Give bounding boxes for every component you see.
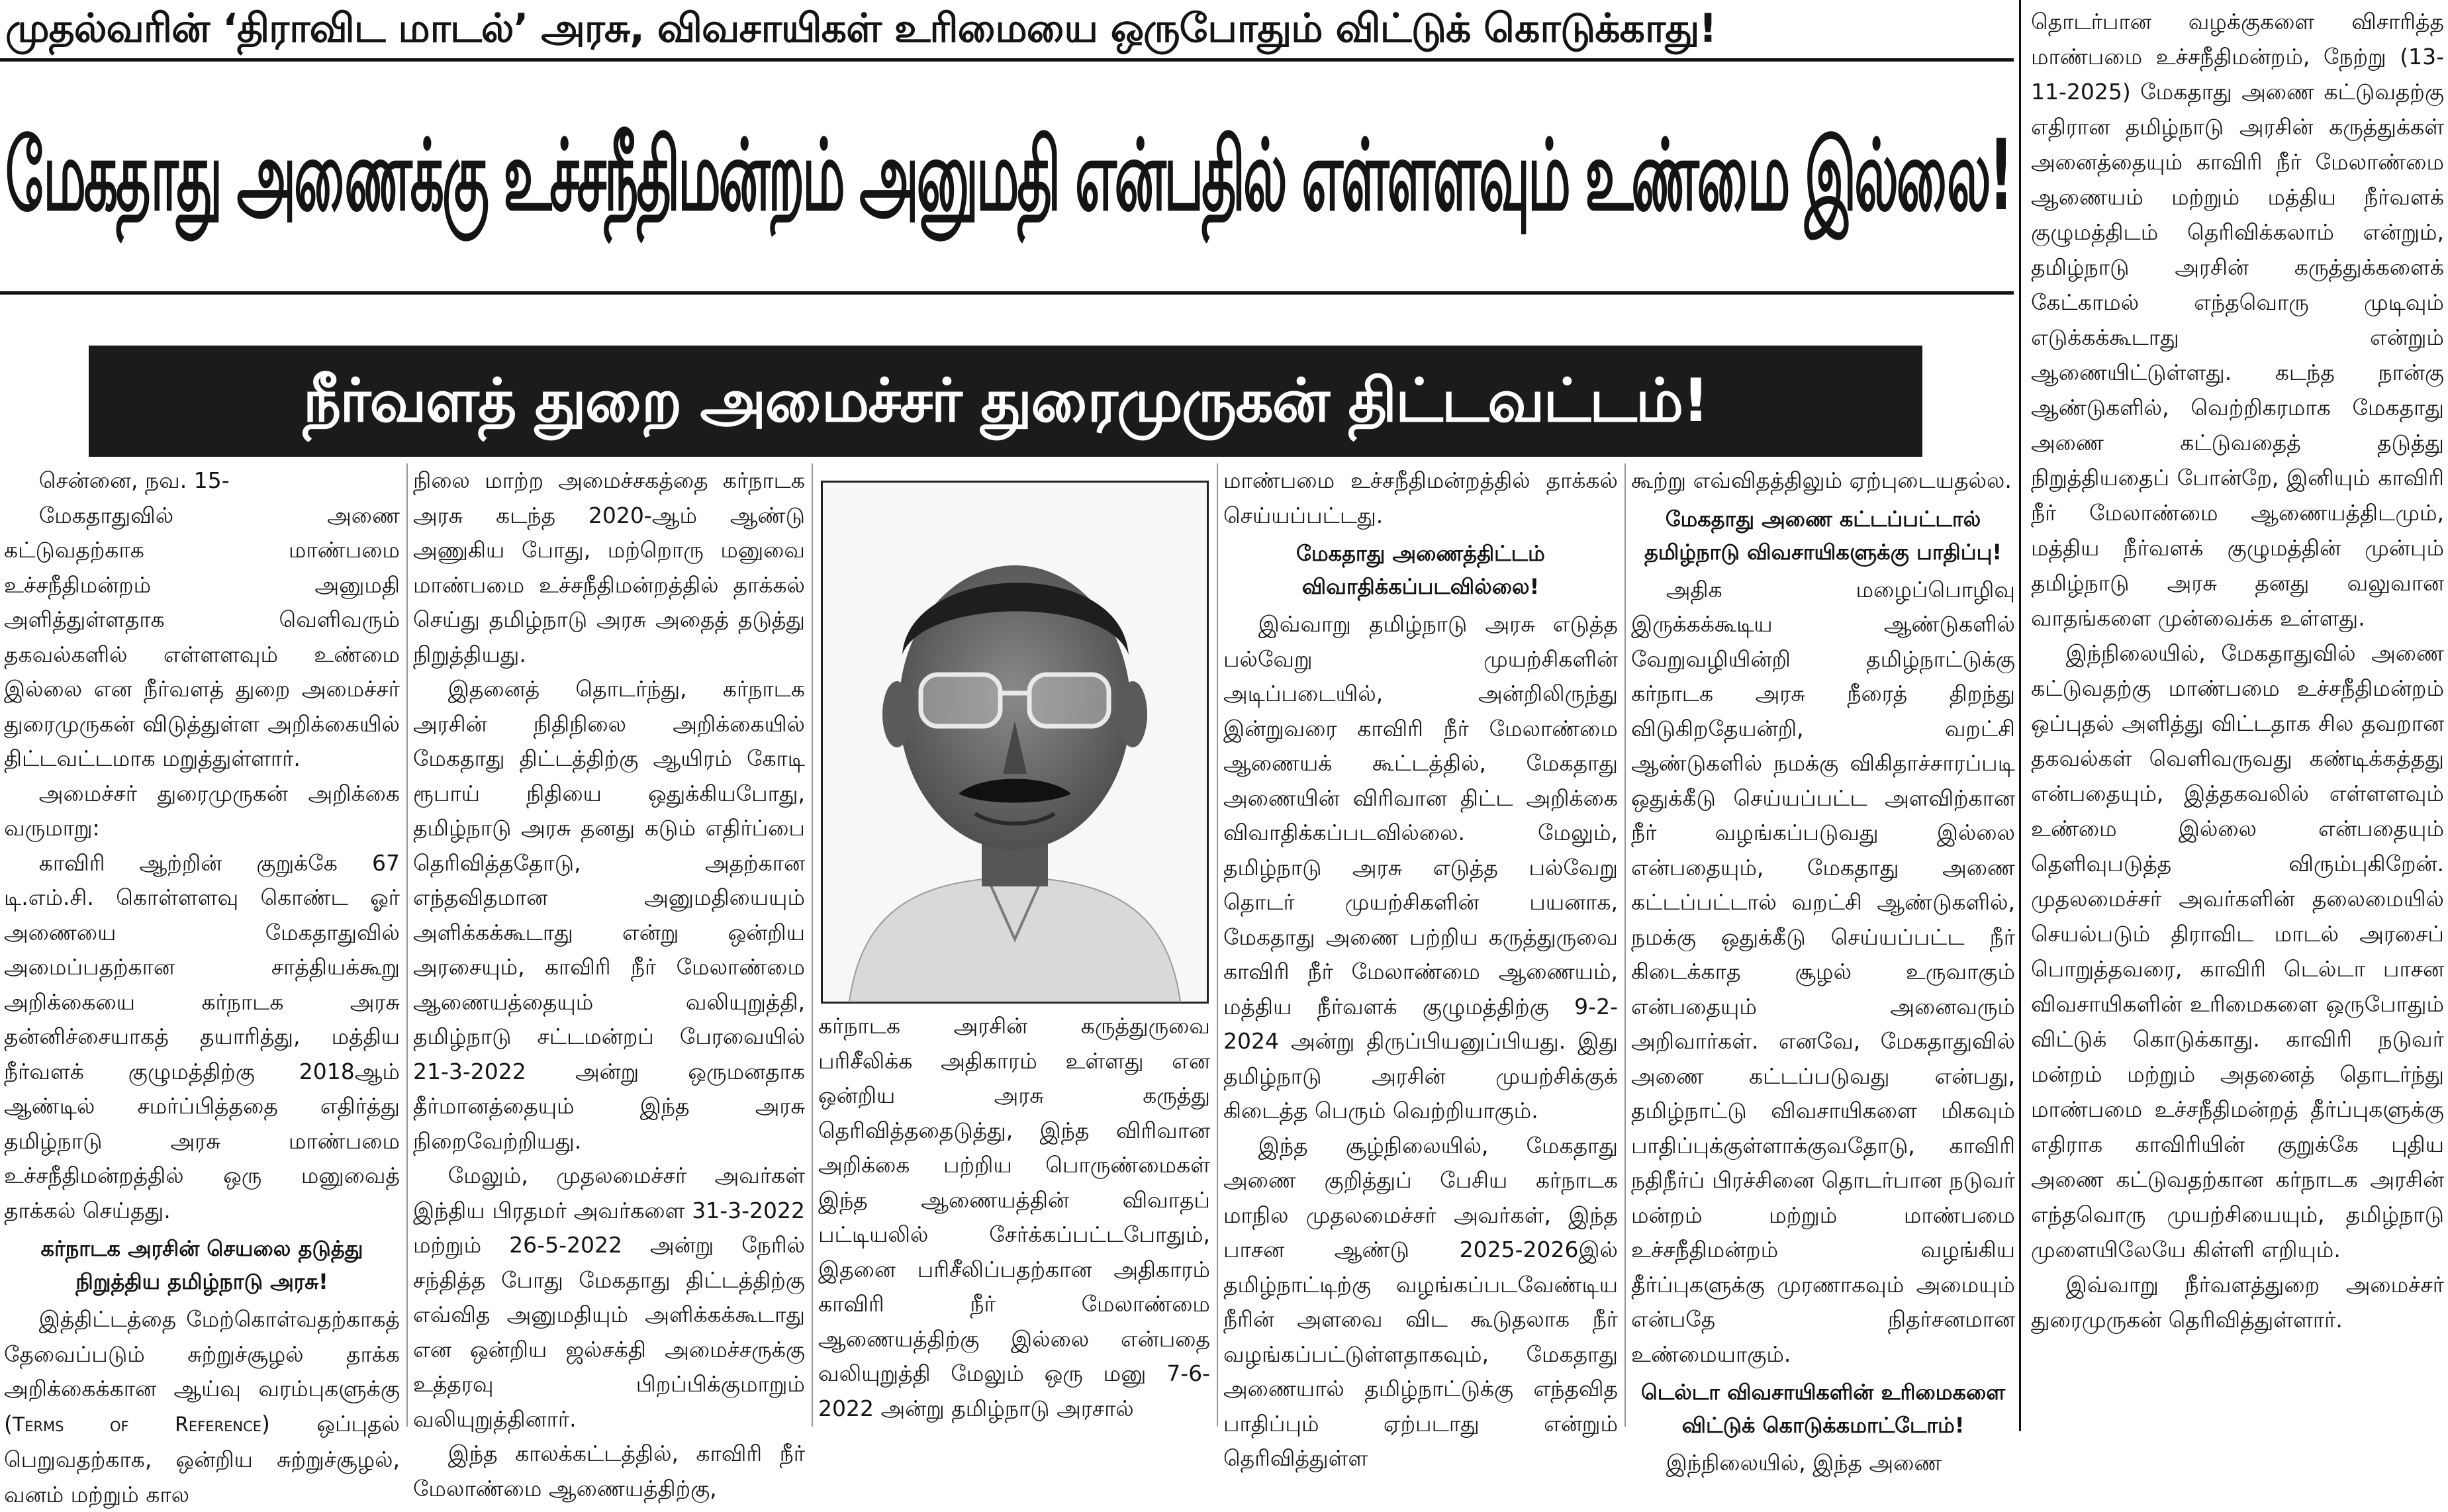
right-ear [1118, 681, 1147, 747]
supertitle: முதல்வரின் ‘திராவிட மாடல்’ அரசு, விவசாயிகள் உரிமையை ஒருபோதும் விட்டுக் கொடுக்காது! [5, 5, 1717, 52]
text-run: Terms of Reference [12, 1413, 262, 1437]
column-5 [1631, 463, 2015, 1476]
column-divider [1217, 463, 1218, 1427]
paragraph: கூற்று எவ்விதத்திலும் ஏற்புடையதல்ல. [1631, 467, 2012, 493]
paragraph: மேலும், முதலமைச்சர் அவர்கள் இந்திய பிரதமர் அவர்களை 31-3-2022 மற்றும் 26-5-2022 அன்று நேரில் சந்தித்த போது மேகதாது திட்டத்திற்கு எவ்வித அனுமதியும் அளிக்கக்கூடாது என ஒன்றிய ஜல்சக்தி அமைச்சருக்கு உத்தரவு பிறப்பிக்குமாறும் வலியுறுத்தினார். [413, 1162, 805, 1432]
subheading: டெல்டா விவசாயிகளின் உரிமைகளை விட்டுக் கொடுக்கமாட்டோம்! [1640, 1380, 2006, 1438]
column-divider [1624, 463, 1626, 1427]
column-right [2031, 4, 2444, 1427]
paragraph: தொடர்பான வழக்குகளை விசாரித்த மாண்பமை உச்சநீதிமன்றம், நேற்று (13-11-2025) மேகதாது அணை கட்டுவதற்கு எதிரான தமிழ்நாடு அரசின் கருத்துக்கள் அனைத்தையும் காவிரி நீர் மேலாண்மை ஆணையம் மற்றும் மத்திய நீர்வளக் குழுமத்திடம் தெரிவிக்கலாம் என்றும், தமிழ்நாடு அரசின் கருத்துக்களைக் கேட்காமல் எந்தவொரு முடிவும் எடுக்கக்கூடாது என்றும் ஆணையிட்டுள்ளது. கடந்த நான்கு ஆண்டுகளில், வெற்றிகரமாக மேகதாது அணை கட்டுவதைத் தடுத்து நிறுத்தியதைப் போன்றே, இனியும் காவிரி நீர் மேலாண்மை ஆணையத்திடமும், மத்திய நீர்வளக் குழுமத்தின் முன்பும் தமிழ்நாடு அரசு தனது வலுவான வாதங்களை முன்வைக்க உள்ளது. [2031, 9, 2444, 631]
paragraph: காவிரி ஆற்றின் குறுக்கே 67 டி.எம்.சி. கொள்ளளவு கொண்ட ஓர் அணையை மேகதாதுவில் அமைப்பதற்கான சாத்தியக்கூறு அறிக்கையை கர்நாடக அரசு தன்னிச்சையாகத் தயாரித்து, மத்திய நீர்வளக் குழுமத்திற்கு 2018ஆம் ஆண்டில் சமர்ப்பித்ததை எதிர்த்து தமிழ்நாடு அரசு மாண்பமை உச்சநீதிமன்றத்தில் ஒரு மனுவைத் தாக்கல் செய்தது. [4, 849, 400, 1223]
paragraph: இந்த காலக்கட்டத்தில், காவிரி நீர் மேலாண்மை ஆணையத்திற்கு, [413, 1441, 805, 1501]
paragraph: இவ்வாறு நீர்வளத்துறை அமைச்சர் துரைமுருகன் தெரிவித்துள்ளார். [2031, 1272, 2444, 1333]
divider [0, 58, 2014, 62]
text-run: ) ஒப்புதல் பெறுவதற்காக, ஒன்றிய சுற்றுச்சூழல், வனம் மற்றும் கால [4, 1410, 400, 1507]
glasses-left-lens [921, 675, 1000, 726]
paragraph: மேகதாதுவில் அணை கட்டுவதற்காக மாண்பமை உச்சநீதிமன்றம் அனுமதி அளித்துள்ளதாக வெளிவரும் தகவல்களில் எள்ளளவும் உண்மை இல்லை என நீர்வளத் துறை அமைச்சர் துரைமுருகன் விடுத்துள்ள அறிக்கையில் திட்டவட்டமாக மறுத்துள்ளார். [4, 502, 400, 771]
column-4 [1223, 463, 1618, 1471]
column-1 [4, 463, 400, 1507]
column-divider [812, 463, 813, 1427]
left-ear [882, 681, 912, 747]
paragraph: இந்நிலையில், மேகதாதுவில் அணை கட்டுவதற்கு மாண்பமை உச்சநீதிமன்றம் ஒப்புதல் அளித்து விட்டதாக சில தவறான தகவல்கள் வெளிவருவது கண்டிக்கத்தது என்பதையும், இத்தகவலில் எள்ளளவும் உண்மை இல்லை என்பதையும் தெளிவுபடுத்த விரும்புகிறேன். முதலமைச்சர் அவர்களின் தலைமையில் செயல்படும் திராவிட மாடல் அரசைப் பொறுத்தவரை, காவிரி டெல்டா பாசன விவசாயிகளின் உரிமைகளை ஒருபோதும் விட்டுக் கொடுக்காது. காவிரி நடுவர் மன்றம் மற்றும் அதனைத் தொடர்ந்து மாண்பமை உச்சநீதிமன்றத் தீர்ப்புகளுக்கு எதிராக காவிரியின் குறுக்கே புதிய அணை கட்டுவதற்கான கர்நாடக அரசின் எந்தவொரு முயற்சியையும், தமிழ்நாடு முளையிலேயே கிள்ளி எறியும். [2031, 640, 2444, 1262]
paragraph: அமைச்சர் துரைமுருகன் அறிக்கை வருமாறு: [4, 780, 400, 841]
column-divider [406, 463, 408, 1427]
paragraph: நிலை மாற்ற அமைச்சகத்தை கர்நாடக அரசு கடந்த 2020-ஆம் ஆண்டு அணுகிய போது, மற்றொரு மனுவை மாண்பமை உச்சநீதிமன்றத்தில் தாக்கல் செய்து தமிழ்நாடு அரசு அதைத் தடுத்து நிறுத்தியது. [413, 467, 805, 667]
paragraph [4, 1302, 400, 1512]
subheading: மேகதாது அணை கட்டப்பட்டால் தமிழ்நாடு விவசாயிகளுக்கு பாதிப்பு! [1644, 506, 2002, 565]
paragraph: இந்நிலையில், இந்த அணை [1666, 1450, 1942, 1476]
paragraph: கர்நாடக அரசின் கருத்துருவை பரிசீலிக்க அதிகாரம் உள்ளது என ஒன்றிய அரசு கருத்து தெரிவித்ததைடுத்து, இந்த விரிவான அறிக்கை பற்றிய பொருண்மைகள் இந்த ஆணையத்தின் விவாதப் பட்டியலில் சேர்க்கப்பட்டபோதும், இதனை பரிசீலிப்பதற்கான அதிகாரம் காவிரி நீர் மேலாண்மை ஆணையத்திற்கு இல்லை என்பதை வலியுறுத்தி மேலும் ஒரு மனு 7-6-2022 அன்று தமிழ்நாடு அரசால் [818, 1013, 1210, 1421]
dateline: சென்னை, நவ. 15- [38, 467, 230, 493]
subheading: கர்நாடக அரசின் செயலை தடுத்து நிறுத்திய தமிழ்நாடு அரசு! [40, 1236, 363, 1294]
column-2 [413, 463, 805, 1501]
paragraph: இந்த சூழ்நிலையில், மேகதாது அணை குறித்துப் பேசிய கர்நாடக மாநில முதலமைச்சர் அவர்கள், இந்த பாசன ஆண்டு 2025-2026இல் தமிழ்நாட்டிற்கு வழங்கப்படவேண்டிய நீரின் அளவை விட கூடுதலாக நீர் வழங்கப்பட்டுள்ளதாகவும், மேகதாது அணையால் தமிழ்நாட்டுக்கு எந்தவித பாதிப்பும் ஏற்படாது என்றும் தெரிவித்துள்ள [1223, 1132, 1618, 1471]
paragraph: இவ்வாறு தமிழ்நாடு அரசு எடுத்த பல்வேறு முயற்சிகளின் அடிப்படையில், அன்றிலிருந்து இன்றுவரை காவிரி நீர் மேலாண்மை ஆணையக் கூட்டத்தில், மேகதாது அணையின் விரிவான திட்ட அறிக்கை விவாதிக்கப்படவில்லை. மேலும், தமிழ்நாடு அரசு எடுத்த பல்வேறு தொடர் முயற்சிகளின் பயனாக, மேகதாது அணை பற்றிய கருத்துருவை காவிரி நீர் மேலாண்மை ஆணையம், மத்திய நீர்வளக் குழுமத்திற்கு 9-2-2024 அன்று திருப்பியனுப்பியது. இது தமிழ்நாடு அரசின் முயற்சிக்குக் கிடைத்த பெரும் வெற்றியாகும். [1223, 611, 1618, 1123]
headline: மேகதாது அணைக்கு உச்சநீதிமன்றம் அனுமதி என்பதில் எள்ளளவும் உண்மை இல்லை! [5, 118, 2012, 232]
banner-subheadline: நீர்வளத் துறை அமைச்சர் துரைமுருகன் திட்டவட்டம்! [89, 346, 1922, 457]
paragraph: மாண்பமை உச்சநீதிமன்றத்தில் தாக்கல் செய்யப்பட்டது. [1223, 467, 1618, 528]
divider [0, 291, 2014, 295]
portrait-illustration [823, 483, 1207, 1002]
column-divider [2019, 0, 2021, 1431]
subheading: மேகதாது அணைத்திட்டம் விவாதிக்கப்படவில்லை! [1296, 541, 1545, 599]
column-3 [818, 1009, 1210, 1426]
glasses-right-lens [1029, 675, 1109, 726]
paragraph: இதனைத் தொடர்ந்து, கர்நாடக அரசின் நிதிநிலை அறிக்கையில் மேகதாது திட்டத்திற்கு ஆயிரம் கோடி ரூபாய் நிதியை ஒதுக்கியபோது, தமிழ்நாடு அரசு தனது கடும் எதிர்ப்பை தெரிவித்ததோடு, அதற்கான எந்தவிதமான அனுமதியையும் அளிக்கக்கூடாது என்று ஒன்றிய அரசையும், காவிரி நீர் மேலாண்மை ஆணையத்தையும் வலியுறுத்தி, தமிழ்நாடு சட்டமன்றப் பேரவையில் 21-3-2022 அன்று ஒருமனதாக தீர்மானத்தையும் இந்த அரசு நிறைவேற்றியது. [413, 676, 805, 1154]
text-run: இத்திட்டத்தை மேற்கொள்வதற்காகத் தேவைப்படும் சுற்றுச்சூழல் தாக்க அறிக்கைக்கான ஆய்வு வரம்புகளுக்கு ( [4, 1306, 400, 1437]
paragraph: அதிக மழைப்பொழிவு இருக்கக்கூடிய ஆண்டுகளில் வேறுவழியின்றி தமிழ்நாட்டுக்கு கர்நாடக அரசு நீரைத் திறந்து விடுகிறதேயன்றி, வறட்சி ஆண்டுகளில் நமக்கு விகிதாச்சாரப்படி ஒதுக்கீடு செய்யப்பட்ட அளவிற்கான நீர் வழங்கப்படுவது இல்லை என்பதையும், மேகதாது அணை கட்டப்பட்டால் வறட்சி ஆண்டுகளில், நமக்கு ஒதுக்கீடு செய்யப்பட்ட நீர் கிடைக்காத சூழல் உருவாகும் என்பதையும் அனைவரும் அறிவார்கள். எனவே, மேகதாதுவில் அணை கட்டப்படுவது என்பது, தமிழ்நாட்டு விவசாயிகளை மிகவும் பாதிப்புக்குள்ளாக்குவதோடு, காவிரி நதிநீர்ப் பிரச்சினை தொடர்பான நடுவர் மன்றம் மற்றும் மாண்பமை உச்சநீதிமன்றம் வழங்கிய தீர்ப்புகளுக்கு முரணாகவும் அமையும் என்பதே நிதர்சனமான உண்மையாகும். [1631, 576, 2015, 1367]
portrait-photo [821, 481, 1209, 1004]
